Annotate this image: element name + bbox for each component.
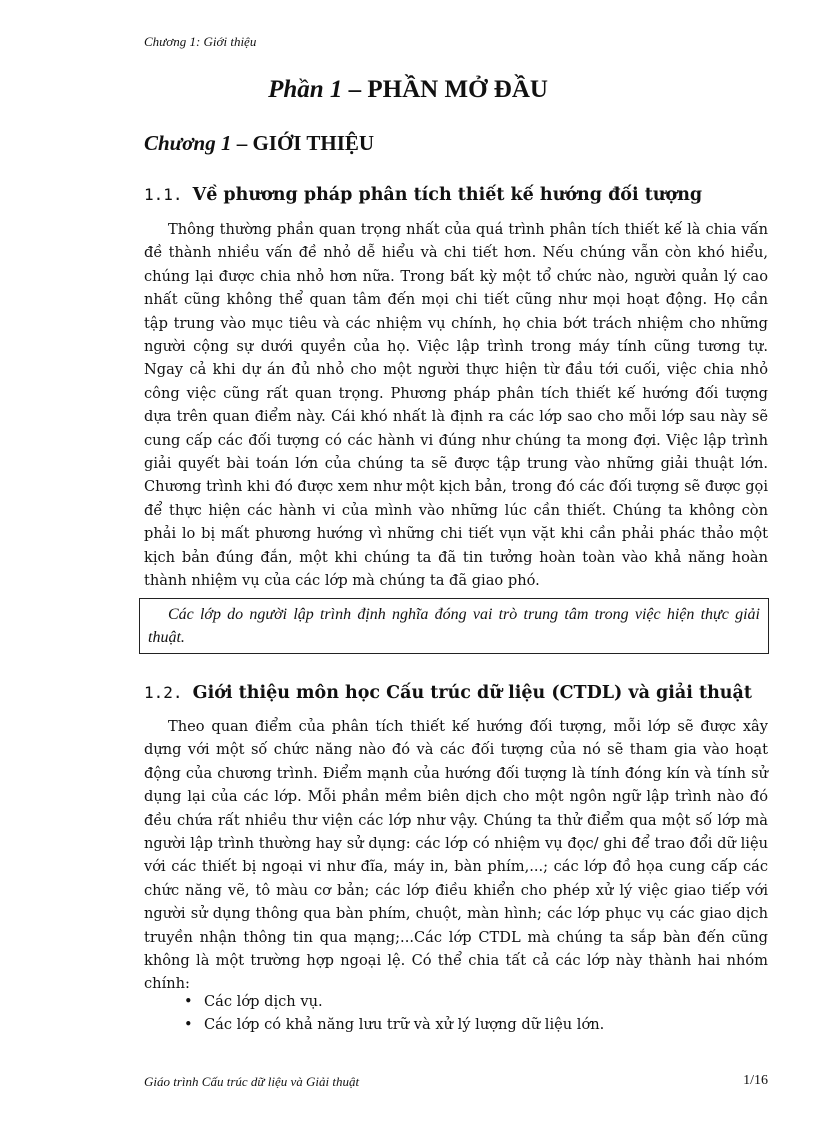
section-title: Giới thiệu môn học Cấu trúc dữ liệu (CTDL) và giải thuật bbox=[192, 683, 752, 703]
part-name: PHẦN MỞ ĐẦU bbox=[367, 76, 548, 103]
chapter-title bbox=[144, 131, 374, 156]
callout-box: Các lớp do người lập trình định nghĩa đóng vai trò trung tâm trong việc hiện thực giải thuật. bbox=[139, 598, 769, 654]
section-title: Về phương pháp phân tích thiết kế hướng đối tượng bbox=[192, 185, 703, 205]
part-separator: – bbox=[342, 76, 368, 103]
chapter-name: GIỚI THIỆU bbox=[252, 131, 375, 155]
part-lead: Phần 1 bbox=[268, 76, 343, 103]
section-1-2-paragraph: Theo quan điểm của phân tích thiết kế hướng đối tượng, mỗi lớp sẽ được xây dựng với một số chức năng nào đó và các đối tượng của nó sẽ tham gia vào hoạt động của chương trình. Điểm mạnh của hướng đối tượng là tính đóng kín và tính sử dụng lại của các lớp. Mỗi phần mềm biên dịch cho một ngôn ngữ lập trình nào đó đều chứa rất nhiều thư viện các lớp như vậy. Chúng ta thử điểm qua một số lớp mà người lập trình thường hay sử dụng: các lớp có nhiệm vụ đọc/ ghi để trao đổi dữ liệu với các thiết bị ngoại vi như đĩa, máy in, bàn phím,...; các lớp đồ họa cung cấp các chức năng vẽ, tô màu cơ bản; các lớp điều khiển cho phép xử lý việc giao tiếp với người sử dụng thông qua bàn phím, chuột, màn hình; các lớp phục vụ các giao dịch truyền nhận thông tin qua mạng;...Các lớp CTDL mà chúng ta sắp bàn đến cũng không là một trường hợp ngoại lệ. Có thể chia tất cả các lớp này thành hai nhóm chính: bbox=[144, 718, 768, 993]
list-item bbox=[184, 990, 604, 1013]
section-number: 1.2. bbox=[144, 683, 183, 702]
bullet-icon: • bbox=[184, 1016, 193, 1034]
bullet-list bbox=[184, 990, 604, 1037]
bullet-icon: • bbox=[184, 993, 193, 1010]
chapter-separator: – bbox=[231, 131, 253, 155]
part-title bbox=[0, 76, 816, 104]
list-item-text: Các lớp có khả năng lưu trữ và xử lý lượng dữ liệu lớn. bbox=[204, 1016, 605, 1034]
section-1-1-paragraph: Thông thường phần quan trọng nhất của quá trình phân tích thiết kế là chia vấn đề thành nhiều vấn đề nhỏ dễ hiểu và chi tiết hơn. Nếu chúng vẫn còn khó hiểu, chúng lại được chia nhỏ hơn nữa. Trong bất kỳ một tổ chức nào, người quản lý cao nhất cũng không thể quan tâm đến mọi chi tiết cũng như mọi hoạt động. Họ cần tập trung vào mục tiêu và các nhiệm vụ chính, họ chia bớt trách nhiệm cho những người cộng sự dưới quyền của họ. Việc lập trình trong máy tính cũng tương tự. Ngay cả khi dự án đủ nhỏ cho một người thực hiện từ đầu tới cuối, việc chia nhỏ công việc cũng rất quan trọng. Phương pháp phân tích thiết kế hướng đối tượng dựa trên quan điểm này. Cái khó nhất là định ra các lớp sao cho mỗi lớp sau này sẽ cung cấp các đối tượng có các hành vi đúng như chúng ta mong đợi. Việc lập trình giải quyết bài toán lớn của chúng ta sẽ được tập trung vào những giải thuật lớn. Chương trình khi đó được xem như một kịch bản, trong đó các đối tượng sẽ được gọi để thực hiện các hành vi của mình vào những lúc cần thiết. Chúng ta không còn phải lo bị mất phương hướng vì những chi tiết vụn vặt khi cần phải phác thảo một kịch bản đúng đắn, một khi chúng ta đã tin tưởng hoàn toàn vào khả năng hoàn thành nhiệm vụ của các lớp mà chúng ta đã giao phó. bbox=[144, 221, 768, 590]
footer-book-title: Giáo trình Cấu trúc dữ liệu và Giải thuật bbox=[144, 1074, 360, 1089]
section-heading-1-2 bbox=[144, 683, 752, 703]
list-item-text: Các lớp dịch vụ. bbox=[204, 993, 323, 1010]
running-header: Chương 1: Giới thiệu bbox=[144, 34, 257, 49]
section-heading-1-1 bbox=[144, 185, 702, 205]
section-number: 1.1. bbox=[144, 185, 183, 204]
list-item bbox=[184, 1013, 604, 1036]
chapter-lead: Chương 1 bbox=[144, 131, 232, 155]
page-number: 1/16 bbox=[743, 1073, 768, 1088]
